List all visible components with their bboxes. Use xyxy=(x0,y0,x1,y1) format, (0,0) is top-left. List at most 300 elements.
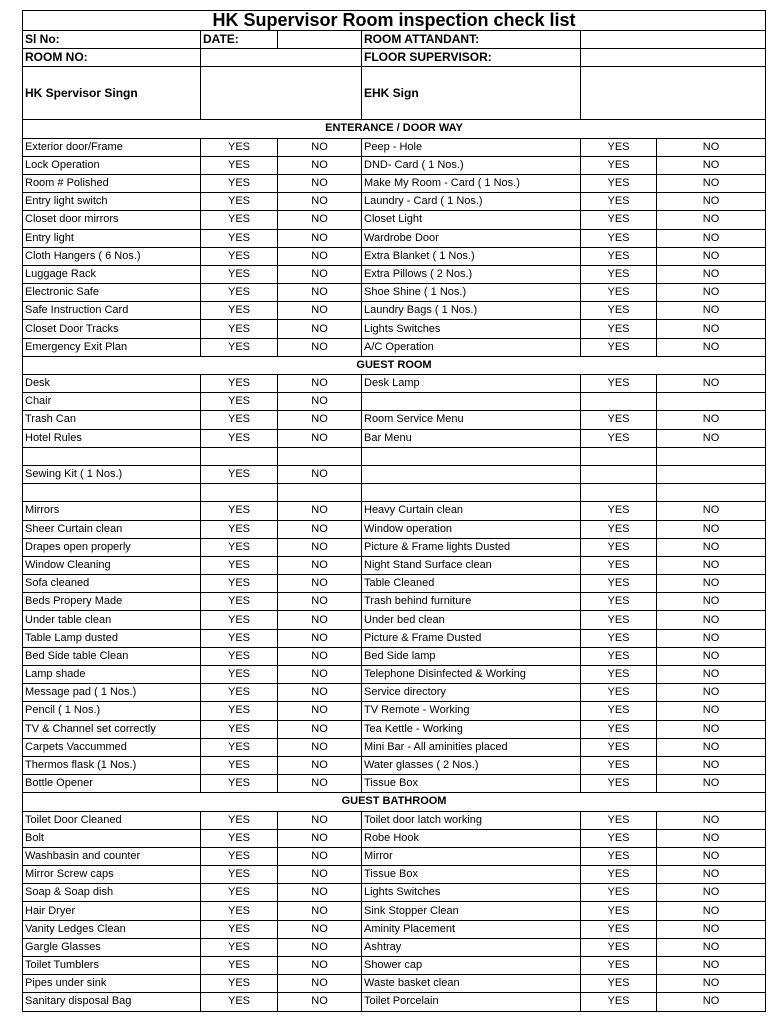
left-yes-option[interactable]: YES xyxy=(201,611,278,629)
section-header-row xyxy=(23,793,766,811)
section-title: GUEST BATHROOM xyxy=(23,793,766,811)
left-no-option[interactable]: NO xyxy=(278,138,362,156)
left-yes-option[interactable]: YES xyxy=(201,156,278,174)
room-no-field[interactable] xyxy=(201,49,362,67)
left-yes-option[interactable] xyxy=(201,447,278,465)
right-yes-option[interactable]: YES xyxy=(581,756,657,774)
right-item-label xyxy=(362,465,581,483)
right-yes-option[interactable]: YES xyxy=(581,847,657,865)
left-no-option[interactable] xyxy=(278,484,362,502)
date-field[interactable] xyxy=(278,31,362,49)
right-no-option[interactable]: NO xyxy=(657,229,766,247)
left-yes-option[interactable]: YES xyxy=(201,575,278,593)
left-item-label: Washbasin and counter xyxy=(23,847,201,865)
right-no-option[interactable]: NO xyxy=(657,666,766,684)
right-item-label xyxy=(362,484,581,502)
checklist-row xyxy=(23,138,766,156)
left-item-label: Sewing Kit ( 1 Nos.) xyxy=(23,465,201,483)
left-yes-option[interactable]: YES xyxy=(201,138,278,156)
right-item-label: Table Cleaned xyxy=(362,575,581,593)
left-no-option[interactable]: NO xyxy=(278,393,362,411)
right-no-option[interactable]: NO xyxy=(657,284,766,302)
right-no-option[interactable]: NO xyxy=(657,502,766,520)
right-yes-option[interactable]: YES xyxy=(581,429,657,447)
right-yes-option[interactable]: YES xyxy=(581,320,657,338)
right-no-option[interactable]: NO xyxy=(657,174,766,192)
left-item-label: Exterior door/Frame xyxy=(23,138,201,156)
right-no-option[interactable]: NO xyxy=(657,375,766,393)
left-yes-option[interactable]: YES xyxy=(201,811,278,829)
right-no-option[interactable]: NO xyxy=(657,211,766,229)
right-yes-option[interactable]: YES xyxy=(581,920,657,938)
section-title: GUEST ROOM xyxy=(23,356,766,374)
left-yes-option[interactable]: YES xyxy=(201,975,278,993)
room-no-label: ROOM NO: xyxy=(23,49,201,67)
left-yes-option[interactable]: YES xyxy=(201,756,278,774)
checklist-row xyxy=(23,411,766,429)
right-no-option[interactable]: NO xyxy=(657,866,766,884)
checklist-row xyxy=(23,775,766,793)
left-no-option[interactable]: NO xyxy=(278,811,362,829)
left-no-option[interactable]: NO xyxy=(278,174,362,192)
checklist-row xyxy=(23,393,766,411)
right-item-label: Waste basket clean xyxy=(362,975,581,993)
right-yes-option[interactable]: YES xyxy=(581,884,657,902)
checklist-row xyxy=(23,829,766,847)
right-item-label: Laundry - Card ( 1 Nos.) xyxy=(362,193,581,211)
left-no-option[interactable]: NO xyxy=(278,957,362,975)
left-no-option[interactable]: NO xyxy=(278,247,362,265)
right-no-option[interactable]: NO xyxy=(657,247,766,265)
left-no-option[interactable]: NO xyxy=(278,866,362,884)
left-yes-option[interactable]: YES xyxy=(201,666,278,684)
left-yes-option[interactable]: YES xyxy=(201,411,278,429)
left-item-label: Room # Polished xyxy=(23,174,201,192)
right-yes-option[interactable]: YES xyxy=(581,902,657,920)
left-item-label: Drapes open properly xyxy=(23,538,201,556)
right-yes-option[interactable]: YES xyxy=(581,211,657,229)
checklist-row xyxy=(23,447,766,465)
left-yes-option[interactable]: YES xyxy=(201,538,278,556)
left-item-label: Carpets Vaccummed xyxy=(23,738,201,756)
left-no-option[interactable]: NO xyxy=(278,666,362,684)
right-yes-option[interactable]: YES xyxy=(581,611,657,629)
checklist-row xyxy=(23,902,766,920)
right-item-label: Picture & Frame lights Dusted xyxy=(362,538,581,556)
right-no-option[interactable]: NO xyxy=(657,647,766,665)
left-no-option[interactable]: NO xyxy=(278,575,362,593)
left-yes-option[interactable]: YES xyxy=(201,520,278,538)
section-title: ENTERANCE / DOOR WAY xyxy=(23,120,766,138)
right-item-label: Shoe Shine ( 1 Nos.) xyxy=(362,284,581,302)
right-yes-option[interactable]: YES xyxy=(581,829,657,847)
left-item-label: Cloth Hangers ( 6 Nos.) xyxy=(23,247,201,265)
left-yes-option[interactable]: YES xyxy=(201,775,278,793)
right-item-label xyxy=(362,447,581,465)
room-attendant-label: ROOM ATTANDANT: xyxy=(362,31,581,49)
checklist-row xyxy=(23,174,766,192)
left-item-label: Window Cleaning xyxy=(23,556,201,574)
right-yes-option[interactable]: YES xyxy=(581,957,657,975)
right-no-option[interactable]: NO xyxy=(657,156,766,174)
left-item-label: Under table clean xyxy=(23,611,201,629)
right-yes-option[interactable]: YES xyxy=(581,193,657,211)
left-yes-option[interactable]: YES xyxy=(201,920,278,938)
right-yes-option[interactable]: YES xyxy=(581,975,657,993)
left-no-option[interactable]: NO xyxy=(278,502,362,520)
right-no-option[interactable] xyxy=(657,465,766,483)
right-no-option[interactable]: NO xyxy=(657,993,766,1011)
left-no-option[interactable]: NO xyxy=(278,556,362,574)
checklist-row xyxy=(23,847,766,865)
left-item-label: Hair Dryer xyxy=(23,902,201,920)
left-yes-option[interactable]: YES xyxy=(201,174,278,192)
right-yes-option[interactable]: YES xyxy=(581,156,657,174)
right-no-option[interactable]: NO xyxy=(657,720,766,738)
left-yes-option[interactable]: YES xyxy=(201,593,278,611)
left-yes-option[interactable]: YES xyxy=(201,375,278,393)
left-no-option[interactable]: NO xyxy=(278,938,362,956)
left-item-label xyxy=(23,447,201,465)
left-no-option[interactable]: NO xyxy=(278,829,362,847)
checklist-row xyxy=(23,338,766,356)
checklist-row xyxy=(23,156,766,174)
right-no-option[interactable]: NO xyxy=(657,556,766,574)
left-item-label: Hotel Rules xyxy=(23,429,201,447)
right-no-option[interactable]: NO xyxy=(657,629,766,647)
right-no-option[interactable]: NO xyxy=(657,520,766,538)
right-item-label: Telephone Disinfected & Working xyxy=(362,666,581,684)
left-item-label: Safe Instruction Card xyxy=(23,302,201,320)
left-no-option[interactable]: NO xyxy=(278,375,362,393)
left-item-label: Message pad ( 1 Nos.) xyxy=(23,684,201,702)
checklist-row xyxy=(23,520,766,538)
right-yes-option[interactable]: YES xyxy=(581,247,657,265)
checklist-row xyxy=(23,502,766,520)
left-item-label: Desk xyxy=(23,375,201,393)
checklist-row xyxy=(23,284,766,302)
left-yes-option[interactable]: YES xyxy=(201,829,278,847)
left-no-option[interactable]: NO xyxy=(278,702,362,720)
left-no-option[interactable]: NO xyxy=(278,720,362,738)
right-no-option[interactable]: NO xyxy=(657,411,766,429)
section-header-row xyxy=(23,120,766,138)
right-item-label xyxy=(362,393,581,411)
left-no-option[interactable]: NO xyxy=(278,284,362,302)
section-header-row xyxy=(23,356,766,374)
right-yes-option[interactable]: YES xyxy=(581,520,657,538)
left-yes-option[interactable]: YES xyxy=(201,211,278,229)
right-item-label: Mirror xyxy=(362,847,581,865)
right-no-option[interactable]: NO xyxy=(657,902,766,920)
right-no-option[interactable]: NO xyxy=(657,338,766,356)
left-yes-option[interactable]: YES xyxy=(201,866,278,884)
left-item-label: Emergency Exit Plan xyxy=(23,338,201,356)
right-yes-option[interactable]: YES xyxy=(581,593,657,611)
right-yes-option[interactable] xyxy=(581,465,657,483)
right-no-option[interactable]: NO xyxy=(657,429,766,447)
sl-no-label: Sl No: xyxy=(23,31,201,49)
right-yes-option[interactable]: YES xyxy=(581,775,657,793)
right-yes-option[interactable]: YES xyxy=(581,666,657,684)
left-no-option[interactable]: NO xyxy=(278,429,362,447)
left-no-option[interactable]: NO xyxy=(278,993,362,1011)
left-yes-option[interactable]: YES xyxy=(201,429,278,447)
right-yes-option[interactable] xyxy=(581,393,657,411)
left-yes-option[interactable]: YES xyxy=(201,720,278,738)
right-no-option[interactable]: NO xyxy=(657,811,766,829)
hk-sign-label: HK Spervisor Singn xyxy=(23,67,201,120)
left-yes-option[interactable]: YES xyxy=(201,393,278,411)
left-yes-option[interactable]: YES xyxy=(201,302,278,320)
checklist-row xyxy=(23,720,766,738)
right-yes-option[interactable]: YES xyxy=(581,284,657,302)
left-yes-option[interactable]: YES xyxy=(201,957,278,975)
left-yes-option[interactable]: YES xyxy=(201,556,278,574)
left-item-label: Pencil ( 1 Nos.) xyxy=(23,702,201,720)
left-no-option[interactable]: NO xyxy=(278,611,362,629)
right-no-option[interactable]: NO xyxy=(657,302,766,320)
left-yes-option[interactable]: YES xyxy=(201,884,278,902)
right-item-label: Mini Bar - All aminities placed xyxy=(362,738,581,756)
left-no-option[interactable]: NO xyxy=(278,411,362,429)
left-no-option[interactable]: NO xyxy=(278,684,362,702)
left-yes-option[interactable]: YES xyxy=(201,193,278,211)
left-no-option[interactable]: NO xyxy=(278,775,362,793)
right-yes-option[interactable]: YES xyxy=(581,375,657,393)
left-item-label: Mirror Screw caps xyxy=(23,866,201,884)
left-no-option[interactable]: NO xyxy=(278,156,362,174)
left-yes-option[interactable] xyxy=(201,484,278,502)
checklist-row xyxy=(23,629,766,647)
left-item-label: Toilet Tumblers xyxy=(23,957,201,975)
right-yes-option[interactable]: YES xyxy=(581,702,657,720)
left-no-option[interactable]: NO xyxy=(278,538,362,556)
left-no-option[interactable]: NO xyxy=(278,338,362,356)
left-no-option[interactable]: NO xyxy=(278,193,362,211)
left-no-option[interactable]: NO xyxy=(278,884,362,902)
floor-supervisor-label: FLOOR SUPERVISOR: xyxy=(362,49,581,67)
left-yes-option[interactable]: YES xyxy=(201,320,278,338)
left-yes-option[interactable]: YES xyxy=(201,847,278,865)
left-no-option[interactable]: NO xyxy=(278,902,362,920)
right-yes-option[interactable]: YES xyxy=(581,811,657,829)
room-attendant-field[interactable] xyxy=(581,31,766,49)
left-no-option[interactable]: NO xyxy=(278,520,362,538)
right-item-label: Extra Pillows ( 2 Nos.) xyxy=(362,265,581,283)
left-item-label: Closet door mirrors xyxy=(23,211,201,229)
right-no-option[interactable]: NO xyxy=(657,138,766,156)
checklist-row xyxy=(23,647,766,665)
right-yes-option[interactable]: YES xyxy=(581,229,657,247)
left-no-option[interactable] xyxy=(278,447,362,465)
left-no-option[interactable]: NO xyxy=(278,738,362,756)
left-item-label: Mirrors xyxy=(23,502,201,520)
right-item-label: Toilet door latch working xyxy=(362,811,581,829)
right-item-label: Bar Menu xyxy=(362,429,581,447)
right-yes-option[interactable]: YES xyxy=(581,738,657,756)
left-no-option[interactable]: NO xyxy=(278,229,362,247)
right-no-option[interactable]: NO xyxy=(657,702,766,720)
left-item-label: Vanity Ledges Clean xyxy=(23,920,201,938)
checklist-row xyxy=(23,265,766,283)
right-no-option[interactable]: NO xyxy=(657,538,766,556)
right-yes-option[interactable]: YES xyxy=(581,647,657,665)
right-item-label: Service directory xyxy=(362,684,581,702)
right-no-option[interactable]: NO xyxy=(657,611,766,629)
left-item-label: Sanitary disposal Bag xyxy=(23,993,201,1011)
right-no-option[interactable] xyxy=(657,393,766,411)
checklist-row xyxy=(23,575,766,593)
left-yes-option[interactable]: YES xyxy=(201,247,278,265)
right-no-option[interactable]: NO xyxy=(657,847,766,865)
right-no-option[interactable]: NO xyxy=(657,756,766,774)
left-yes-option[interactable]: YES xyxy=(201,502,278,520)
right-yes-option[interactable]: YES xyxy=(581,720,657,738)
left-yes-option[interactable]: YES xyxy=(201,702,278,720)
left-yes-option[interactable]: YES xyxy=(201,938,278,956)
right-yes-option[interactable]: YES xyxy=(581,138,657,156)
right-no-option[interactable]: NO xyxy=(657,738,766,756)
right-item-label: Ashtray xyxy=(362,938,581,956)
right-item-label: Lights Switches xyxy=(362,884,581,902)
left-no-option[interactable]: NO xyxy=(278,302,362,320)
left-item-label: Bed Side table Clean xyxy=(23,647,201,665)
right-yes-option[interactable] xyxy=(581,447,657,465)
checklist-row xyxy=(23,866,766,884)
right-item-label: TV Remote - Working xyxy=(362,702,581,720)
left-no-option[interactable]: NO xyxy=(278,847,362,865)
right-yes-option[interactable]: YES xyxy=(581,993,657,1011)
header-row-1 xyxy=(23,31,766,49)
left-yes-option[interactable]: YES xyxy=(201,738,278,756)
header-row-2 xyxy=(23,49,766,67)
right-no-option[interactable]: NO xyxy=(657,920,766,938)
floor-supervisor-field[interactable] xyxy=(581,49,766,67)
right-no-option[interactable]: NO xyxy=(657,265,766,283)
left-no-option[interactable]: NO xyxy=(278,756,362,774)
right-no-option[interactable]: NO xyxy=(657,884,766,902)
left-item-label: TV & Channel set correctly xyxy=(23,720,201,738)
right-no-option[interactable]: NO xyxy=(657,193,766,211)
left-no-option[interactable]: NO xyxy=(278,211,362,229)
left-yes-option[interactable]: YES xyxy=(201,338,278,356)
checklist-row xyxy=(23,611,766,629)
right-no-option[interactable]: NO xyxy=(657,593,766,611)
left-no-option[interactable]: NO xyxy=(278,629,362,647)
right-item-label: Robe Hook xyxy=(362,829,581,847)
right-item-label: Shower cap xyxy=(362,957,581,975)
checklist-row xyxy=(23,884,766,902)
right-yes-option[interactable]: YES xyxy=(581,338,657,356)
left-yes-option[interactable]: YES xyxy=(201,902,278,920)
right-item-label: Under bed clean xyxy=(362,611,581,629)
left-no-option[interactable]: NO xyxy=(278,647,362,665)
right-item-label: Tissue Box xyxy=(362,775,581,793)
left-yes-option[interactable]: YES xyxy=(201,465,278,483)
right-yes-option[interactable]: YES xyxy=(581,174,657,192)
right-no-option[interactable] xyxy=(657,484,766,502)
right-no-option[interactable]: NO xyxy=(657,957,766,975)
right-item-label: Tissue Box xyxy=(362,866,581,884)
left-yes-option[interactable]: YES xyxy=(201,229,278,247)
left-item-label: Pipes under sink xyxy=(23,975,201,993)
right-no-option[interactable]: NO xyxy=(657,320,766,338)
left-yes-option[interactable]: YES xyxy=(201,684,278,702)
left-yes-option[interactable]: YES xyxy=(201,284,278,302)
left-item-label: Beds Propery Made xyxy=(23,593,201,611)
right-no-option[interactable]: NO xyxy=(657,775,766,793)
right-item-label: Tea Kettle - Working xyxy=(362,720,581,738)
left-yes-option[interactable]: YES xyxy=(201,647,278,665)
left-item-label: Bolt xyxy=(23,829,201,847)
title-row xyxy=(23,11,766,31)
left-item-label: Gargle Glasses xyxy=(23,938,201,956)
left-yes-option[interactable]: YES xyxy=(201,265,278,283)
left-no-option[interactable]: NO xyxy=(278,975,362,993)
ehk-sign-field[interactable] xyxy=(581,67,766,120)
left-yes-option[interactable]: YES xyxy=(201,993,278,1011)
right-yes-option[interactable]: YES xyxy=(581,575,657,593)
left-yes-option[interactable]: YES xyxy=(201,629,278,647)
right-yes-option[interactable] xyxy=(581,484,657,502)
right-yes-option[interactable]: YES xyxy=(581,265,657,283)
checklist-row xyxy=(23,702,766,720)
checklist-row xyxy=(23,684,766,702)
right-no-option[interactable]: NO xyxy=(657,975,766,993)
right-item-label: Make My Room - Card ( 1 Nos.) xyxy=(362,174,581,192)
left-no-option[interactable]: NO xyxy=(278,593,362,611)
checklist-row xyxy=(23,302,766,320)
right-no-option[interactable]: NO xyxy=(657,684,766,702)
right-no-option[interactable]: NO xyxy=(657,575,766,593)
right-yes-option[interactable]: YES xyxy=(581,302,657,320)
left-no-option[interactable]: NO xyxy=(278,920,362,938)
right-no-option[interactable] xyxy=(657,447,766,465)
hk-sign-field[interactable] xyxy=(201,67,362,120)
left-item-label: Thermos flask (1 Nos.) xyxy=(23,756,201,774)
left-item-label: Sheer Curtain clean xyxy=(23,520,201,538)
left-item-label: Table Lamp dusted xyxy=(23,629,201,647)
right-item-label: Room Service Menu xyxy=(362,411,581,429)
right-yes-option[interactable]: YES xyxy=(581,629,657,647)
checklist-body xyxy=(23,11,766,1012)
date-label: DATE: xyxy=(201,31,278,49)
right-yes-option[interactable]: YES xyxy=(581,556,657,574)
checklist-row xyxy=(23,429,766,447)
right-yes-option[interactable]: YES xyxy=(581,538,657,556)
right-item-label: Picture & Frame Dusted xyxy=(362,629,581,647)
left-no-option[interactable]: NO xyxy=(278,265,362,283)
right-yes-option[interactable]: YES xyxy=(581,938,657,956)
checklist-row xyxy=(23,211,766,229)
right-item-label: Window operation xyxy=(362,520,581,538)
right-item-label: Trash behind furniture xyxy=(362,593,581,611)
right-no-option[interactable]: NO xyxy=(657,829,766,847)
right-yes-option[interactable]: YES xyxy=(581,866,657,884)
right-yes-option[interactable]: YES xyxy=(581,411,657,429)
checklist-row xyxy=(23,556,766,574)
left-no-option[interactable]: NO xyxy=(278,320,362,338)
right-no-option[interactable]: NO xyxy=(657,938,766,956)
ehk-sign-label: EHK Sign xyxy=(362,67,581,120)
right-yes-option[interactable]: YES xyxy=(581,502,657,520)
left-item-label: Luggage Rack xyxy=(23,265,201,283)
right-item-label: Bed Side lamp xyxy=(362,647,581,665)
right-yes-option[interactable]: YES xyxy=(581,684,657,702)
right-item-label: Toilet Porcelain xyxy=(362,993,581,1011)
left-no-option[interactable]: NO xyxy=(278,465,362,483)
